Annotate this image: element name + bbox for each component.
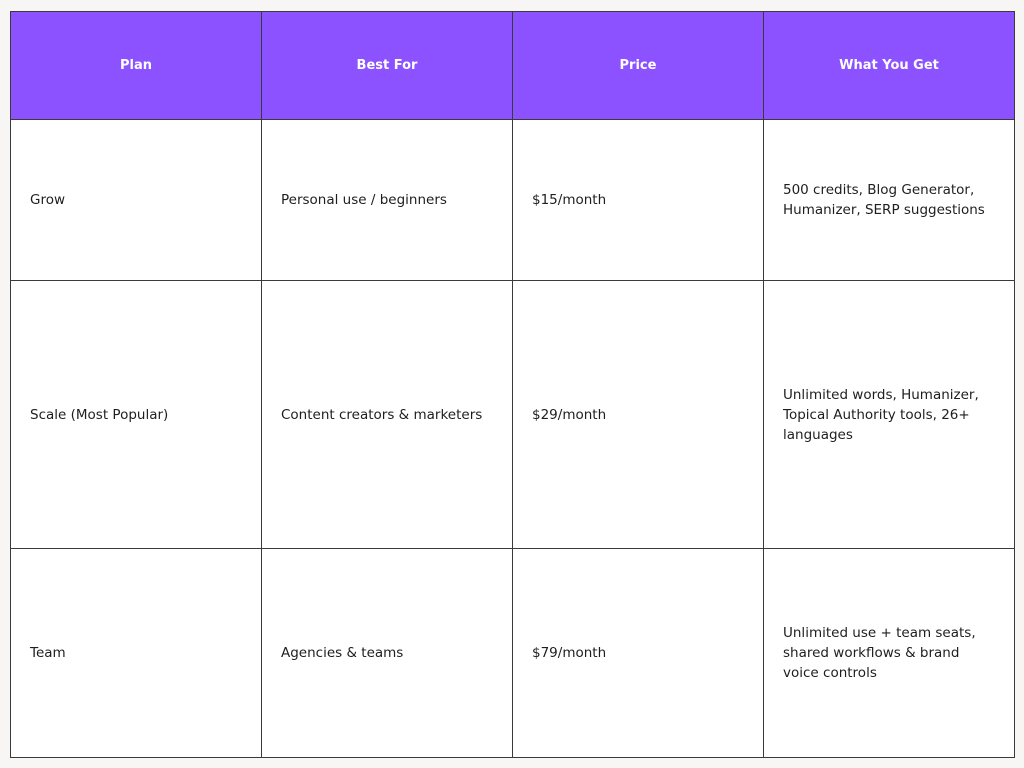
what-you-get-cell: 500 credits, Blog Generator, Humanizer, SERP suggestions xyxy=(764,120,1015,281)
what-you-get-cell: Unlimited words, Humanizer, Topical Authority tools, 26+ languages xyxy=(764,281,1015,549)
table-row xyxy=(11,281,1015,549)
best-for-cell: Agencies & teams xyxy=(262,549,513,758)
table-header xyxy=(11,12,1015,120)
header-plan: Plan xyxy=(11,12,262,120)
header-best-for: Best For xyxy=(262,12,513,120)
price-cell: $15/month xyxy=(513,120,764,281)
table-body xyxy=(11,120,1015,758)
header-row xyxy=(11,12,1015,120)
price-cell: $79/month xyxy=(513,549,764,758)
plan-cell: Grow xyxy=(11,120,262,281)
table-row xyxy=(11,120,1015,281)
best-for-cell: Content creators & marketers xyxy=(262,281,513,549)
header-what-you-get: What You Get xyxy=(764,12,1015,120)
best-for-cell: Personal use / beginners xyxy=(262,120,513,281)
plan-cell: Scale (Most Popular) xyxy=(11,281,262,549)
what-you-get-cell: Unlimited use + team seats, shared workflows & brand voice controls xyxy=(764,549,1015,758)
plan-cell: Team xyxy=(11,549,262,758)
price-cell: $29/month xyxy=(513,281,764,549)
table-row xyxy=(11,549,1015,758)
pricing-table xyxy=(10,11,1015,758)
header-price: Price xyxy=(513,12,764,120)
